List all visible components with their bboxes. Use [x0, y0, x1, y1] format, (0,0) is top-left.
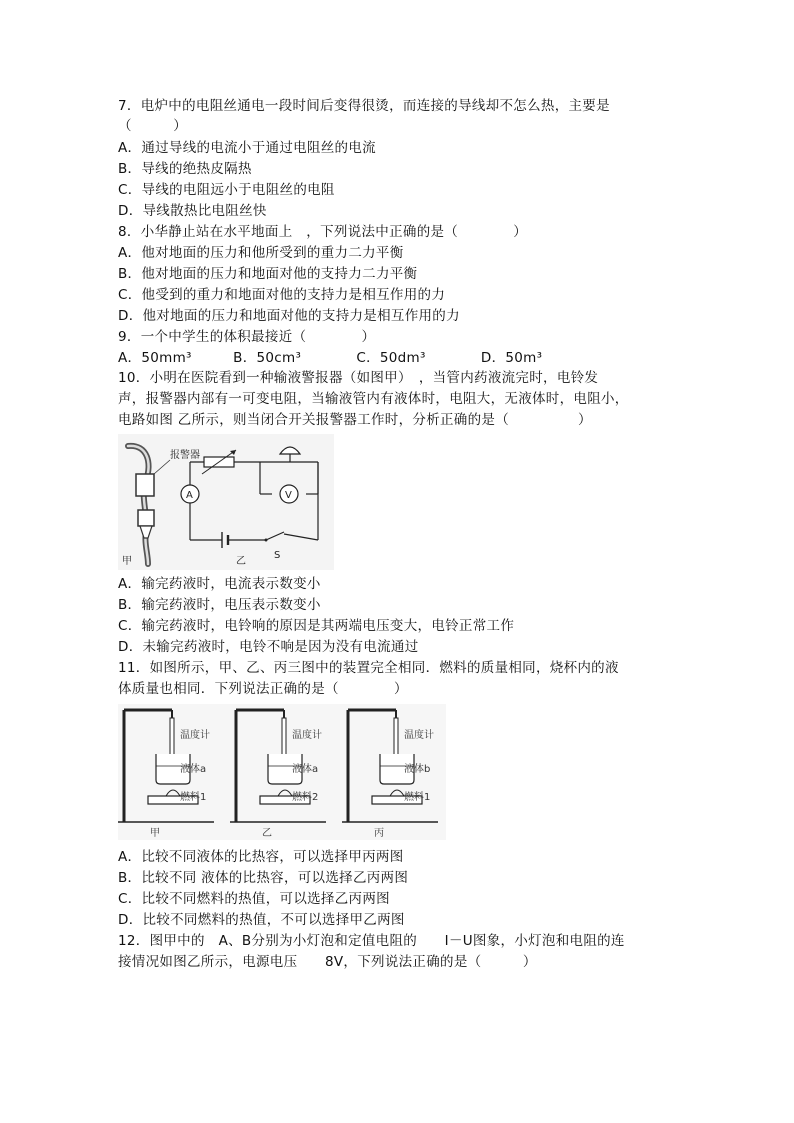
q10-stem-line3: 电路如图 乙所示，则当闭合开关报警器工作时，分析正确的是（ ） — [118, 412, 592, 428]
figure-alarm-circuit — [118, 434, 334, 570]
figure-heating-setups — [118, 704, 446, 840]
q10-stem-line1: 10．小明在医院看到一种输液警报器（如图甲） ，当管内药液流完时，电铃发 — [118, 370, 599, 386]
svg-text:乙: 乙 — [262, 828, 272, 839]
svg-text:温度计: 温度计 — [180, 730, 210, 741]
q9-stem: 9．一个中学生的体积最接近（ ） — [118, 329, 376, 345]
q9-options: A．50mm³ B．50cm³ C．50dm³ D．50m³ — [118, 350, 543, 366]
svg-text:甲: 甲 — [150, 828, 160, 839]
q11-option-a: A．比较不同液体的比热容，可以选择甲丙两图 — [118, 849, 404, 865]
q8-option-d: D．他对地面的压力和地面对他的支持力是相互作用的力 — [118, 308, 460, 324]
switch-label: S — [274, 550, 281, 561]
q11-option-d: D．比较不同燃料的热值，不可以选择甲乙两图 — [118, 912, 405, 928]
q12-stem-line1: 12．图甲中的 A、B分别为小灯泡和定值电阻的 I－U图象，小灯泡和电阻的连 — [118, 933, 625, 949]
q8-option-b: B．他对地面的压力和地面对他的支持力二力平衡 — [118, 266, 418, 282]
q7-stem: 7．电炉中的电阻丝通电一段时间后变得很烫，而连接的导线却不怎么热，主要是 — [118, 98, 610, 114]
svg-text:燃料1: 燃料1 — [404, 792, 431, 803]
svg-text:丙: 丙 — [374, 828, 384, 839]
q8-option-a: A．他对地面的压力和他所受到的重力二力平衡 — [118, 245, 404, 261]
heating-diagram — [118, 704, 446, 840]
voltmeter-label: V — [285, 490, 292, 501]
q10-option-c: C．输完药液时，电铃响的原因是其两端电压变大，电铃正常工作 — [118, 618, 515, 634]
svg-text:液体b: 液体b — [404, 764, 431, 775]
caption-yi: 乙 — [236, 556, 246, 567]
q10-stem-line2: 声，报警器内部有一可变电阻，当输液管内有液体时，电阻大，无液体时，电阻小， — [118, 391, 629, 407]
q8-stem: 8．小华静止站在水平地面上 ，下列说法中正确的是（ ） — [118, 224, 528, 240]
svg-text:燃料2: 燃料2 — [292, 792, 319, 803]
q8-option-c: C．他受到的重力和地面对他的支持力是相互作用的力 — [118, 287, 446, 303]
q7-option-b: B．导线的绝热皮隔热 — [118, 161, 252, 177]
q11-option-b: B．比较不同 液体的比热容，可以选择乙丙两图 — [118, 870, 409, 886]
q12-stem-line2: 接情况如图乙所示，电源电压 8V，下列说法正确的是（ ） — [118, 954, 537, 970]
drip-chamber — [138, 510, 154, 526]
ammeter-label: A — [186, 490, 193, 501]
q11-stem-line2: 体质量也相同．下列说法正确的是（ ） — [118, 681, 408, 697]
svg-text:燃料1: 燃料1 — [180, 792, 207, 803]
svg-text:温度计: 温度计 — [404, 730, 434, 741]
svg-text:温度计: 温度计 — [292, 730, 322, 741]
q10-option-b: B．输完药液时，电压表示数变小 — [118, 597, 321, 613]
q11-stem-line1: 11．如图所示，甲、乙、丙三图中的装置完全相同．燃料的质量相同，烧杯内的液 — [118, 660, 619, 676]
circuit-diagram — [118, 434, 334, 570]
svg-text:液体a: 液体a — [292, 764, 319, 775]
q7-option-c: C．导线的电阻远小于电阻丝的电阻 — [118, 182, 335, 198]
q10-option-a: A．输完药液时，电流表示数变小 — [118, 576, 321, 592]
q7-blank: （ ） — [118, 118, 187, 134]
q7-option-d: D．导线散热比电阻丝快 — [118, 203, 267, 219]
alarm-device — [136, 474, 154, 496]
q7-option-a: A．通过导线的电流小于通过电阻丝的电流 — [118, 140, 376, 156]
alarm-label: 报警器 — [170, 450, 200, 461]
svg-text:液体a: 液体a — [180, 764, 207, 775]
q11-option-c: C．比较不同燃料的热值，可以选择乙丙两图 — [118, 891, 390, 907]
q10-option-d: D．未输完药液时，电铃不响是因为没有电流通过 — [118, 639, 419, 655]
caption-jia: 甲 — [122, 556, 132, 567]
